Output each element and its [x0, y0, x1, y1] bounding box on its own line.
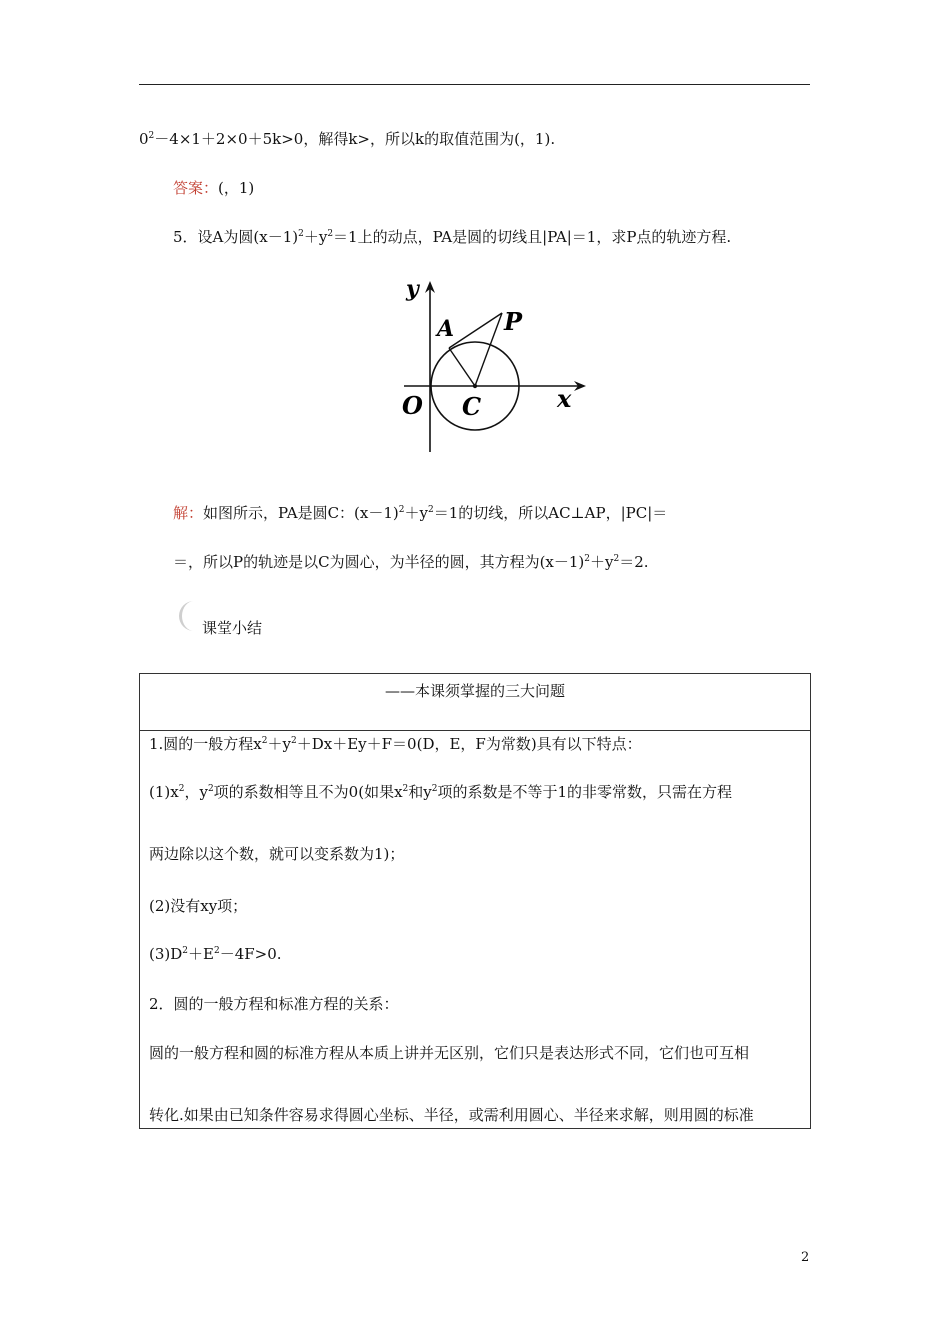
summary-row: $(1)x^2$，$y^2$项的系数相等且不为0(如果$x^2$和$y^2$项的系数是不等于1的非零常数，只需在方程 — [149, 783, 733, 801]
summary-row: (2)没有xy项； — [149, 897, 248, 915]
segment-ca — [449, 348, 475, 386]
summary-header-text: ——本课须掌握的三大问题 — [384, 682, 565, 700]
figure-svg — [398, 272, 593, 457]
label-c: C — [462, 392, 482, 421]
answer-value: (，1) — [218, 179, 255, 197]
label-p: P — [504, 307, 523, 336]
problem-5: 5．设A为圆$(x-1)^2+y^2=1$上的动点，PA是圆的切线且|PA|＝1，求P点的轨迹方程. — [173, 228, 732, 246]
label-y: y — [406, 276, 419, 302]
circle-tangent-figure — [398, 272, 593, 457]
answer-label: 答案： — [173, 179, 219, 197]
summary-row: 1.圆的一般方程$x^2+y^2+Dx+Ey+F=0(D$，E，F为常数)具有以下特点： — [149, 735, 642, 753]
section-title: 课堂小结 — [202, 619, 263, 637]
crescent-icon — [172, 598, 202, 634]
summary-row: 2．圆的一般方程和标准方程的关系： — [149, 995, 399, 1013]
solution-line-1 — [173, 503, 667, 523]
answer-line — [173, 178, 254, 198]
summary-row: 圆的一般方程和圆的标准方程从本质上讲并无区别，它们只是表达形式不同，它们也可互相 — [149, 1044, 750, 1062]
summary-box — [139, 673, 811, 1129]
summary-row: $(3)D^2+E^2-4F>0$. — [149, 945, 282, 963]
solution-line-2: ＝，所以P的轨迹是以C为圆心，为半径的圆，其方程为$(x-1)^2+y^2=2$. — [173, 553, 649, 571]
label-x: x — [557, 384, 572, 413]
page-number: 2 — [801, 1250, 810, 1265]
solution-text-1: 如图所示，PA是圆C：$(x-1)^2+y^2=1$的切线，所以AC⊥AP，|PC|＝ — [203, 504, 668, 522]
prev-solution-line: $0^2-4\times 1+2\times 0+5k>0$，解得k>，所以k的取值范围为(，1). — [139, 130, 556, 148]
summary-row: 两边除以这个数，就可以变系数为1)； — [149, 845, 405, 863]
point-c — [473, 384, 477, 388]
header-rule — [139, 84, 810, 85]
summary-row: 转化.如果由已知条件容易求得圆心坐标、半径，或需利用圆心、半径来求解，则用圆的标准 — [149, 1106, 754, 1124]
label-o: O — [402, 391, 423, 420]
summary-header — [140, 674, 810, 731]
segment-cp — [475, 313, 502, 386]
solution-label: 解： — [173, 504, 204, 522]
label-a: A — [437, 316, 455, 342]
